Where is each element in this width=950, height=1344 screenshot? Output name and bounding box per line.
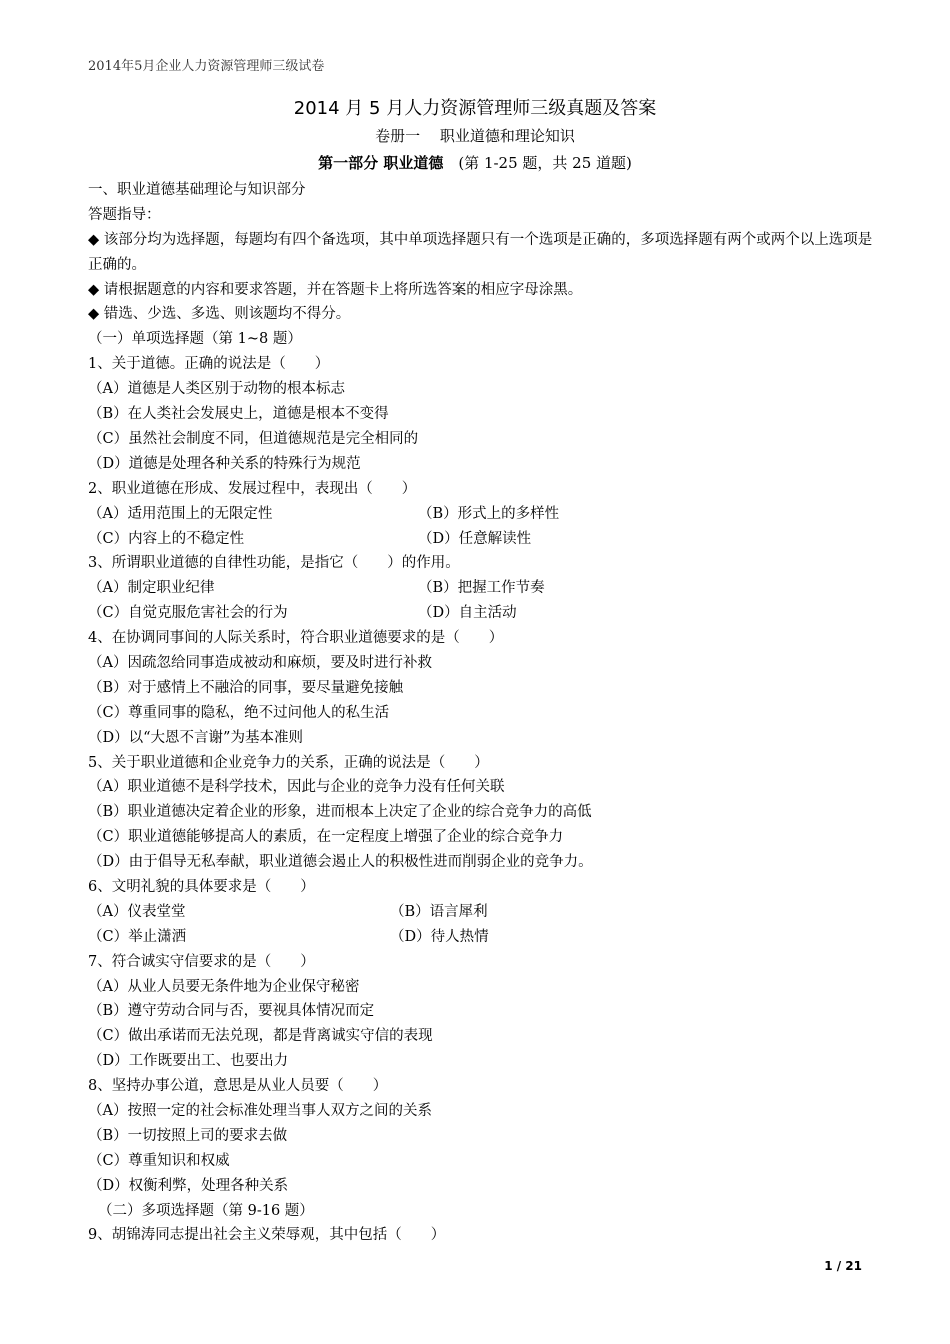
question-option: （B）遵守劳动合同与否，要视具体情况而定 [88, 1003, 375, 1020]
part-heading-range: (第 1-25 题，共 25 道题) [443, 154, 632, 172]
question-option: （C）尊重知识和权威 [88, 1152, 230, 1169]
question-stem: 2、职业道德在形成、发展过程中，表现出（ ） [88, 480, 417, 497]
guide-label: 答题指导： [88, 206, 161, 223]
question-option: （D）待人热情 [390, 928, 489, 945]
guide-item: ◆ 请根据题意的内容和要求答题，并在答题卡上将所选答案的相应字母涂黑。 [88, 281, 583, 298]
question-stem: 3、所谓职业道德的自律性功能，是指它（ ）的作用。 [88, 555, 460, 572]
question-option: （C）内容上的不稳定性 [88, 530, 245, 547]
question-option: （A）道德是人类区别于动物的根本标志 [88, 381, 345, 398]
section-heading: 一、职业道德基础理论与知识部分 [88, 182, 306, 198]
question-stem: 8、坚持办事公道，意思是从业人员要（ ） [88, 1078, 388, 1095]
part-heading [0, 152, 950, 173]
question-stem: 4、在协调同事间的人际关系时，符合职业道德要求的是（ ） [88, 630, 504, 647]
question-option: （C）举止潇洒 [88, 928, 187, 945]
exam-content [88, 178, 873, 1248]
question-stem: 6、文明礼貌的具体要求是（ ） [88, 878, 315, 895]
question-stem: 9、胡锦涛同志提出社会主义荣辱观，其中包括（ ） [88, 1227, 446, 1244]
guide-item: ◆ 错选、少选、多选、则该题均不得分。 [88, 306, 351, 323]
question-option: （D）工作既要出工、也要出力 [88, 1053, 289, 1070]
question-option: （A）按照一定的社会标准处理当事人双方之间的关系 [88, 1102, 432, 1119]
question-option: （C）职业道德能够提高人的素质，在一定程度上增强了企业的综合竞争力 [88, 829, 564, 846]
question-option: （B）对于感情上不融洽的同事，要尽量避免接触 [88, 679, 404, 696]
page-header: 2014年5月企业人力资源管理师三级试卷 [88, 59, 325, 74]
question-option: （C）尊重同事的隐私，绝不过问他人的私生活 [88, 704, 390, 721]
option-row [88, 601, 873, 626]
question-option: （C）虽然社会制度不同，但道德规范是完全相同的 [88, 430, 419, 447]
option-row [88, 502, 873, 527]
question-option: （A）从业人员要无条件地为企业保守秘密 [88, 978, 360, 995]
question-option: （A）制定职业纪律 [88, 580, 215, 597]
question-option: （A）职业道德不是科学技术，因此与企业的竞争力没有任何关联 [88, 779, 505, 796]
option-row [88, 576, 873, 601]
question-option: （B）语言犀利 [390, 903, 488, 920]
question-option: （B）一切按照上司的要求去做 [88, 1127, 288, 1144]
question-option: （D）任意解读性 [418, 530, 532, 547]
question-option: （C）自觉克服危害社会的行为 [88, 605, 288, 622]
volume-subtitle: 卷册一 职业道德和理论知识 [375, 127, 575, 145]
option-row [88, 527, 873, 552]
question-option: （B）形式上的多样性 [418, 505, 560, 522]
question-stem: 5、关于职业道德和企业竞争力的关系，正确的说法是（ ） [88, 754, 489, 771]
question-option: （B）职业道德决定着企业的形象，进而根本上决定了企业的综合竞争力的高低 [88, 804, 592, 821]
document-title: 2014 月 5 月人力资源管理师三级真题及答案 [293, 98, 657, 119]
question-stem: 1、关于道德。正确的说法是（ ） [88, 356, 330, 373]
option-row [88, 925, 873, 950]
question-option: （D）自主活动 [418, 605, 517, 622]
question-option: （D）由于倡导无私奉献，职业道德会遏止人的积极性进而削弱企业的竞争力。 [88, 854, 593, 871]
part-heading-bold: 第一部分 职业道德 [318, 154, 444, 172]
single-choice-heading: （一）单项选择题（第 1~8 题） [88, 331, 302, 348]
question-option: （D）权衡利弊，处理各种关系 [88, 1177, 289, 1194]
guide-item: ◆ 该部分均为选择题，每题均有四个备选项，其中单项选择题只有一个选项是正确的，多项选择题有两个或两个以上选项是正确的。 [88, 231, 873, 273]
option-row [88, 900, 873, 925]
multi-choice-heading: （二）多项选择题（第 9-16 题） [98, 1202, 314, 1219]
question-option: （B）在人类社会发展史上，道德是根本不变得 [88, 406, 389, 423]
question-option: （A）因疏忽给同事造成被动和麻烦，要及时进行补救 [88, 654, 432, 671]
question-option: （A）适用范围上的无限定性 [88, 505, 273, 522]
question-option: （D）以“大恩不言谢”为基本准则 [88, 729, 303, 746]
question-option: （C）做出承诺而无法兑现，都是背离诚实守信的表现 [88, 1028, 433, 1045]
question-option: （B）把握工作节奏 [418, 580, 545, 597]
question-option: （A）仪表堂堂 [88, 903, 186, 920]
page-number: 1 / 21 [824, 1259, 862, 1273]
question-stem: 7、符合诚实守信要求的是（ ） [88, 953, 315, 970]
question-option: （D）道德是处理各种关系的特殊行为规范 [88, 455, 361, 472]
